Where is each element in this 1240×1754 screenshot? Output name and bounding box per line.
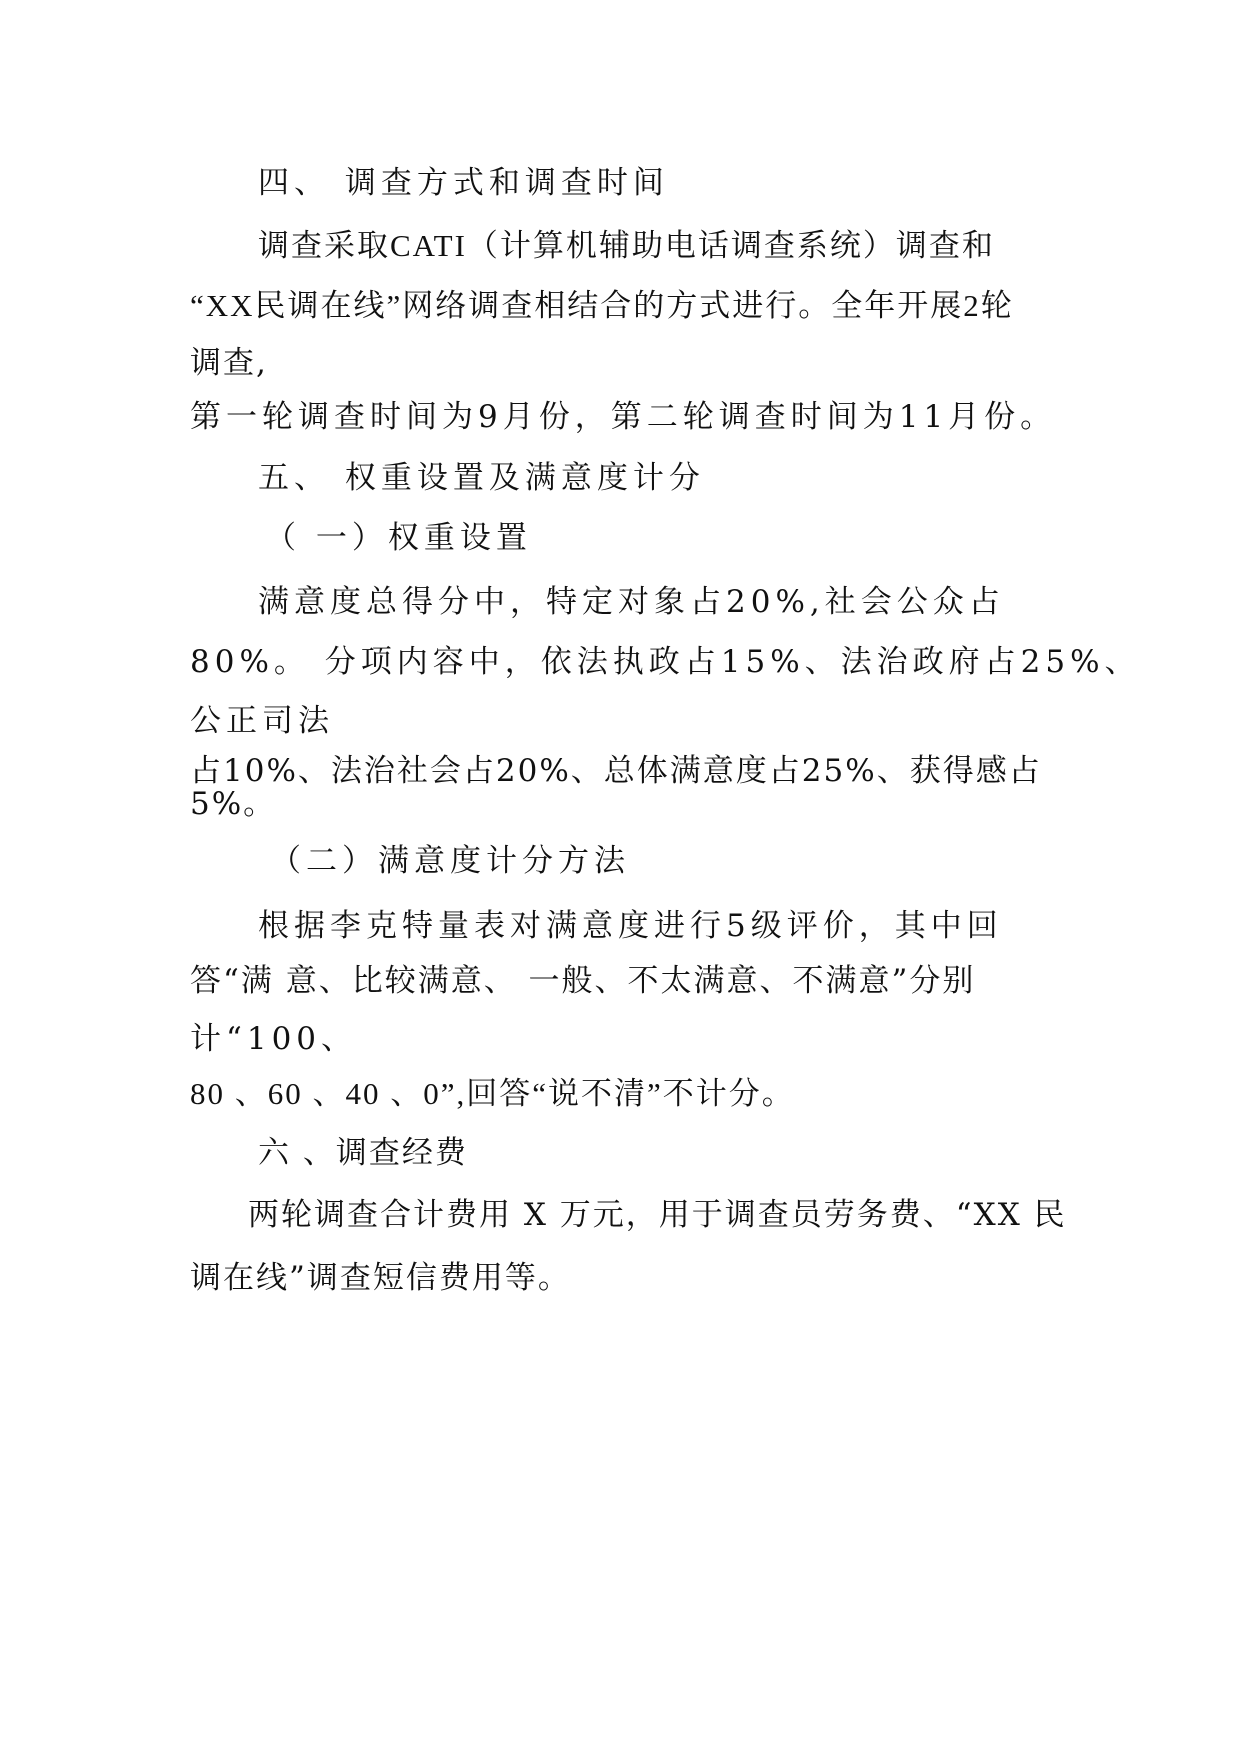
subsection-heading-1: （ 一）权重设置 bbox=[265, 520, 532, 556]
paragraph-line: 公正司法 bbox=[190, 703, 334, 739]
paragraph-line: 调查采取CATI（计算机辅助电话调查系统）调查和 bbox=[258, 228, 995, 263]
paragraph-line: 根据李克特量表对满意度进行5级评价，其中回 bbox=[258, 908, 1003, 944]
paragraph-line: 两轮调查合计费用 X 万元，用于调查员劳务费、“XX 民 bbox=[248, 1197, 1067, 1233]
section-heading-4: 四、 调查方式和调查时间 bbox=[258, 165, 669, 201]
paragraph-line: 满意度总得分中，特定对象占20%,社会公众占 bbox=[258, 584, 1005, 620]
paragraph-line: 80%。 分项内容中，依法执政占15%、法治政府占25%、 bbox=[190, 644, 1141, 680]
section-heading-6: 六 、调查经费 bbox=[258, 1135, 468, 1171]
paragraph-line: 答“满 意、比较满意、 一般、不太满意、不满意”分别 bbox=[190, 963, 976, 999]
subsection-heading-2: （二）满意度计分方法 bbox=[270, 843, 630, 879]
paragraph-line: 第一轮调查时间为9月份，第二轮调查时间为11月份。 bbox=[190, 399, 1057, 435]
paragraph-line: 计“100、 bbox=[190, 1021, 358, 1057]
section-heading-5: 五、 权重设置及满意度计分 bbox=[258, 460, 705, 496]
paragraph-line: 调查, bbox=[190, 345, 268, 381]
paragraph-line: “XX民调在线”网络调查相结合的方式进行。全年开展2轮 bbox=[190, 288, 1014, 323]
paragraph-line: 占10%、法治社会占20%、总体满意度占25%、获得感占 bbox=[190, 753, 1042, 789]
paragraph-line: 5%。 bbox=[190, 786, 277, 822]
paragraph-line: 调在线”调查短信费用等。 bbox=[190, 1260, 571, 1296]
paragraph-line: 80 、60 、40 、0”,回答“说不清”不计分。 bbox=[190, 1076, 795, 1111]
